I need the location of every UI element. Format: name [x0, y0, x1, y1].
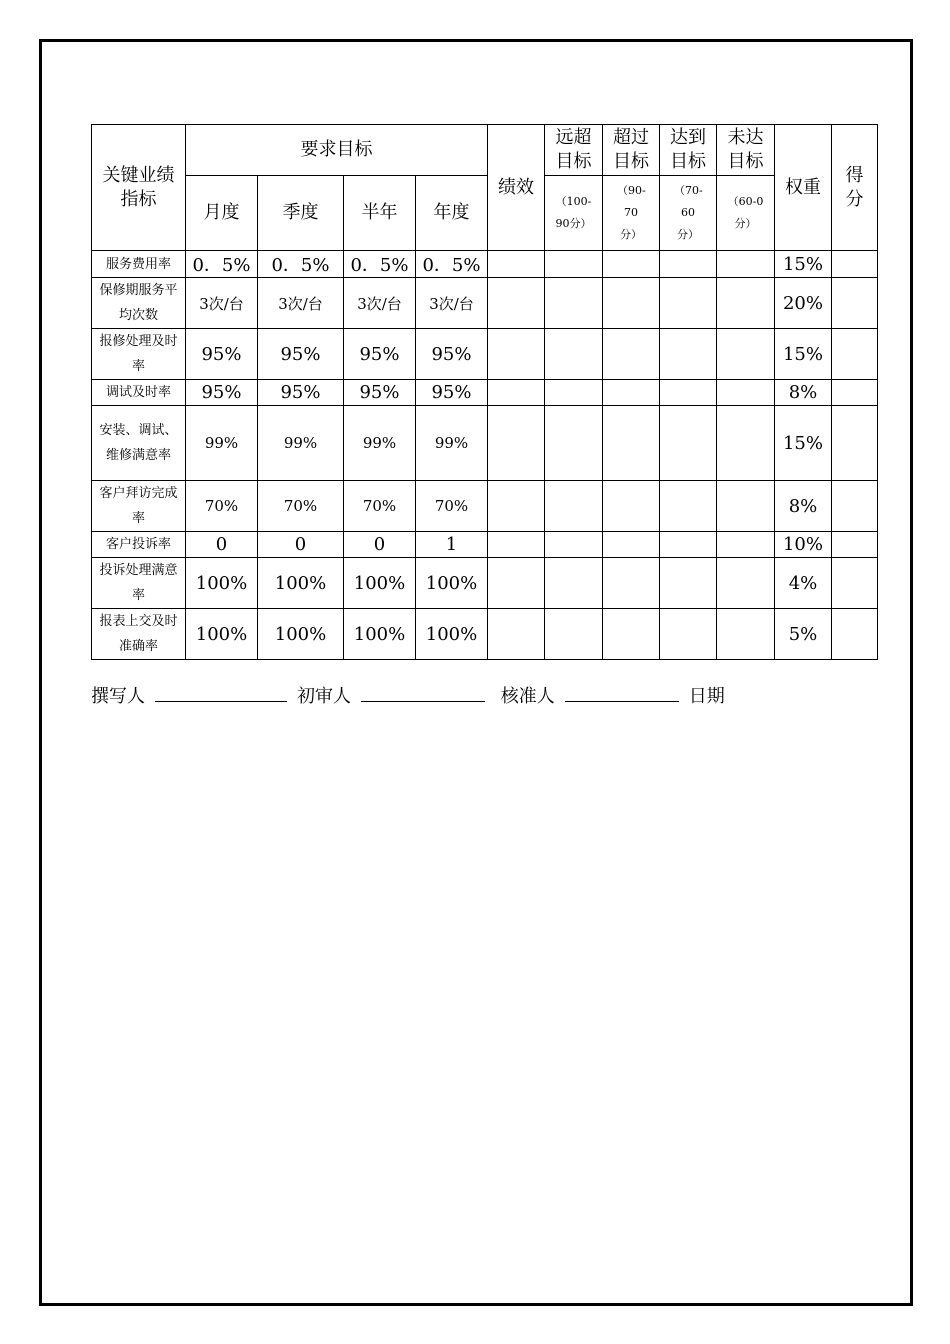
cell-monthly: 3次/台 [186, 278, 258, 329]
cell-monthly: 0 [186, 532, 258, 558]
table-row [92, 329, 878, 380]
cell-score [832, 380, 878, 406]
cell-half-year: 3次/台 [344, 278, 416, 329]
cell-monthly: 99% [186, 406, 258, 481]
header-below: 未达目标 [717, 125, 775, 176]
row-label: 报修处理及时率 [92, 329, 186, 380]
cell-monthly: 100% [186, 558, 258, 609]
cell-quarterly: 95% [258, 380, 344, 406]
cell-performance [488, 481, 545, 532]
header-kpi: 关键业绩指标 [92, 125, 186, 251]
cell-quarterly: 100% [258, 558, 344, 609]
cell-exceed [603, 558, 660, 609]
cell-yearly: 100% [416, 558, 488, 609]
cell-below [717, 406, 775, 481]
approver-blank[interactable] [565, 685, 679, 702]
row-label: 客户投诉率 [92, 532, 186, 558]
cell-below [717, 558, 775, 609]
cell-quarterly: 3次/台 [258, 278, 344, 329]
cell-weight: 15% [775, 251, 832, 278]
cell-quarterly: 95% [258, 329, 344, 380]
cell-exceed [603, 609, 660, 660]
cell-performance [488, 329, 545, 380]
cell-exceed [603, 329, 660, 380]
cell-far-exceed [545, 558, 603, 609]
cell-reach [660, 329, 717, 380]
header-exceed: 超过目标 [603, 125, 660, 176]
cell-far-exceed [545, 481, 603, 532]
cell-reach [660, 380, 717, 406]
cell-yearly: 1 [416, 532, 488, 558]
cell-score [832, 609, 878, 660]
cell-half-year: 100% [344, 558, 416, 609]
cell-below [717, 380, 775, 406]
header-reach-range: （70-60分） [660, 176, 717, 251]
cell-reach [660, 609, 717, 660]
cell-yearly: 95% [416, 329, 488, 380]
cell-exceed [603, 532, 660, 558]
cell-half-year: 100% [344, 609, 416, 660]
cell-performance [488, 406, 545, 481]
signature-line [91, 682, 725, 708]
header-target-group: 要求目标 [186, 125, 488, 176]
cell-weight: 20% [775, 278, 832, 329]
cell-below [717, 481, 775, 532]
cell-performance [488, 609, 545, 660]
table-row [92, 558, 878, 609]
cell-quarterly: 0 [258, 532, 344, 558]
cell-yearly: 70% [416, 481, 488, 532]
cell-half-year: 95% [344, 380, 416, 406]
cell-weight: 10% [775, 532, 832, 558]
table-row [92, 380, 878, 406]
cell-below [717, 251, 775, 278]
header-reach: 达到目标 [660, 125, 717, 176]
cell-below [717, 532, 775, 558]
cell-exceed [603, 278, 660, 329]
cell-half-year: 95% [344, 329, 416, 380]
table-row [92, 532, 878, 558]
cell-score [832, 532, 878, 558]
header-exceed-range: （90-70分） [603, 176, 660, 251]
approver-label: 核准人 [500, 686, 555, 707]
row-label: 投诉处理满意率 [92, 558, 186, 609]
cell-far-exceed [545, 278, 603, 329]
cell-yearly: 0．5% [416, 251, 488, 278]
cell-score [832, 481, 878, 532]
cell-reach [660, 406, 717, 481]
header-weight: 权重 [775, 125, 832, 251]
cell-exceed [603, 406, 660, 481]
cell-far-exceed [545, 609, 603, 660]
cell-performance [488, 558, 545, 609]
cell-below [717, 609, 775, 660]
header-quarterly: 季度 [258, 176, 344, 251]
cell-performance [488, 278, 545, 329]
cell-quarterly: 0．5% [258, 251, 344, 278]
cell-reach [660, 558, 717, 609]
cell-quarterly: 99% [258, 406, 344, 481]
cell-half-year: 0 [344, 532, 416, 558]
cell-quarterly: 70% [258, 481, 344, 532]
table-row [92, 406, 878, 481]
cell-below [717, 278, 775, 329]
cell-far-exceed [545, 329, 603, 380]
cell-exceed [603, 380, 660, 406]
cell-score [832, 558, 878, 609]
cell-half-year: 0．5% [344, 251, 416, 278]
cell-half-year: 99% [344, 406, 416, 481]
cell-performance [488, 532, 545, 558]
cell-yearly: 3次/台 [416, 278, 488, 329]
writer-blank[interactable] [155, 685, 287, 702]
table-row [92, 278, 878, 329]
row-label: 报表上交及时准确率 [92, 609, 186, 660]
cell-monthly: 95% [186, 329, 258, 380]
cell-yearly: 99% [416, 406, 488, 481]
header-below-range: （60-0分） [717, 176, 775, 251]
header-performance: 绩效 [488, 125, 545, 251]
cell-score [832, 406, 878, 481]
row-label: 服务费用率 [92, 251, 186, 278]
cell-weight: 15% [775, 329, 832, 380]
cell-monthly: 70% [186, 481, 258, 532]
cell-score [832, 278, 878, 329]
cell-yearly: 95% [416, 380, 488, 406]
cell-yearly: 100% [416, 609, 488, 660]
header-far-exceed-range: （100-90分） [545, 176, 603, 251]
cell-half-year: 70% [344, 481, 416, 532]
table-row [92, 481, 878, 532]
header-yearly: 年度 [416, 176, 488, 251]
first-reviewer-blank[interactable] [361, 685, 485, 702]
header-half-year: 半年 [344, 176, 416, 251]
cell-reach [660, 532, 717, 558]
cell-quarterly: 100% [258, 609, 344, 660]
cell-score [832, 251, 878, 278]
cell-far-exceed [545, 251, 603, 278]
cell-performance [488, 380, 545, 406]
cell-weight: 8% [775, 380, 832, 406]
cell-weight: 15% [775, 406, 832, 481]
table-row [92, 251, 878, 278]
cell-weight: 5% [775, 609, 832, 660]
table-row [92, 609, 878, 660]
cell-reach [660, 481, 717, 532]
cell-far-exceed [545, 406, 603, 481]
cell-below [717, 329, 775, 380]
cell-monthly: 95% [186, 380, 258, 406]
row-label: 保修期服务平均次数 [92, 278, 186, 329]
date-label: 日期 [688, 686, 725, 707]
row-label: 安装、调试、维修满意率 [92, 406, 186, 481]
writer-label: 撰写人 [91, 686, 145, 707]
cell-weight: 8% [775, 481, 832, 532]
first-reviewer-label: 初审人 [297, 686, 351, 707]
header-monthly: 月度 [186, 176, 258, 251]
cell-score [832, 329, 878, 380]
kpi-table [91, 124, 878, 660]
row-label: 客户拜访完成率 [92, 481, 186, 532]
cell-far-exceed [545, 380, 603, 406]
cell-reach [660, 251, 717, 278]
cell-reach [660, 278, 717, 329]
cell-far-exceed [545, 532, 603, 558]
header-score: 得分 [832, 125, 878, 251]
cell-monthly: 100% [186, 609, 258, 660]
cell-performance [488, 251, 545, 278]
cell-monthly: 0．5% [186, 251, 258, 278]
row-label: 调试及时率 [92, 380, 186, 406]
header-far-exceed: 远超目标 [545, 125, 603, 176]
cell-exceed [603, 481, 660, 532]
cell-weight: 4% [775, 558, 832, 609]
cell-exceed [603, 251, 660, 278]
